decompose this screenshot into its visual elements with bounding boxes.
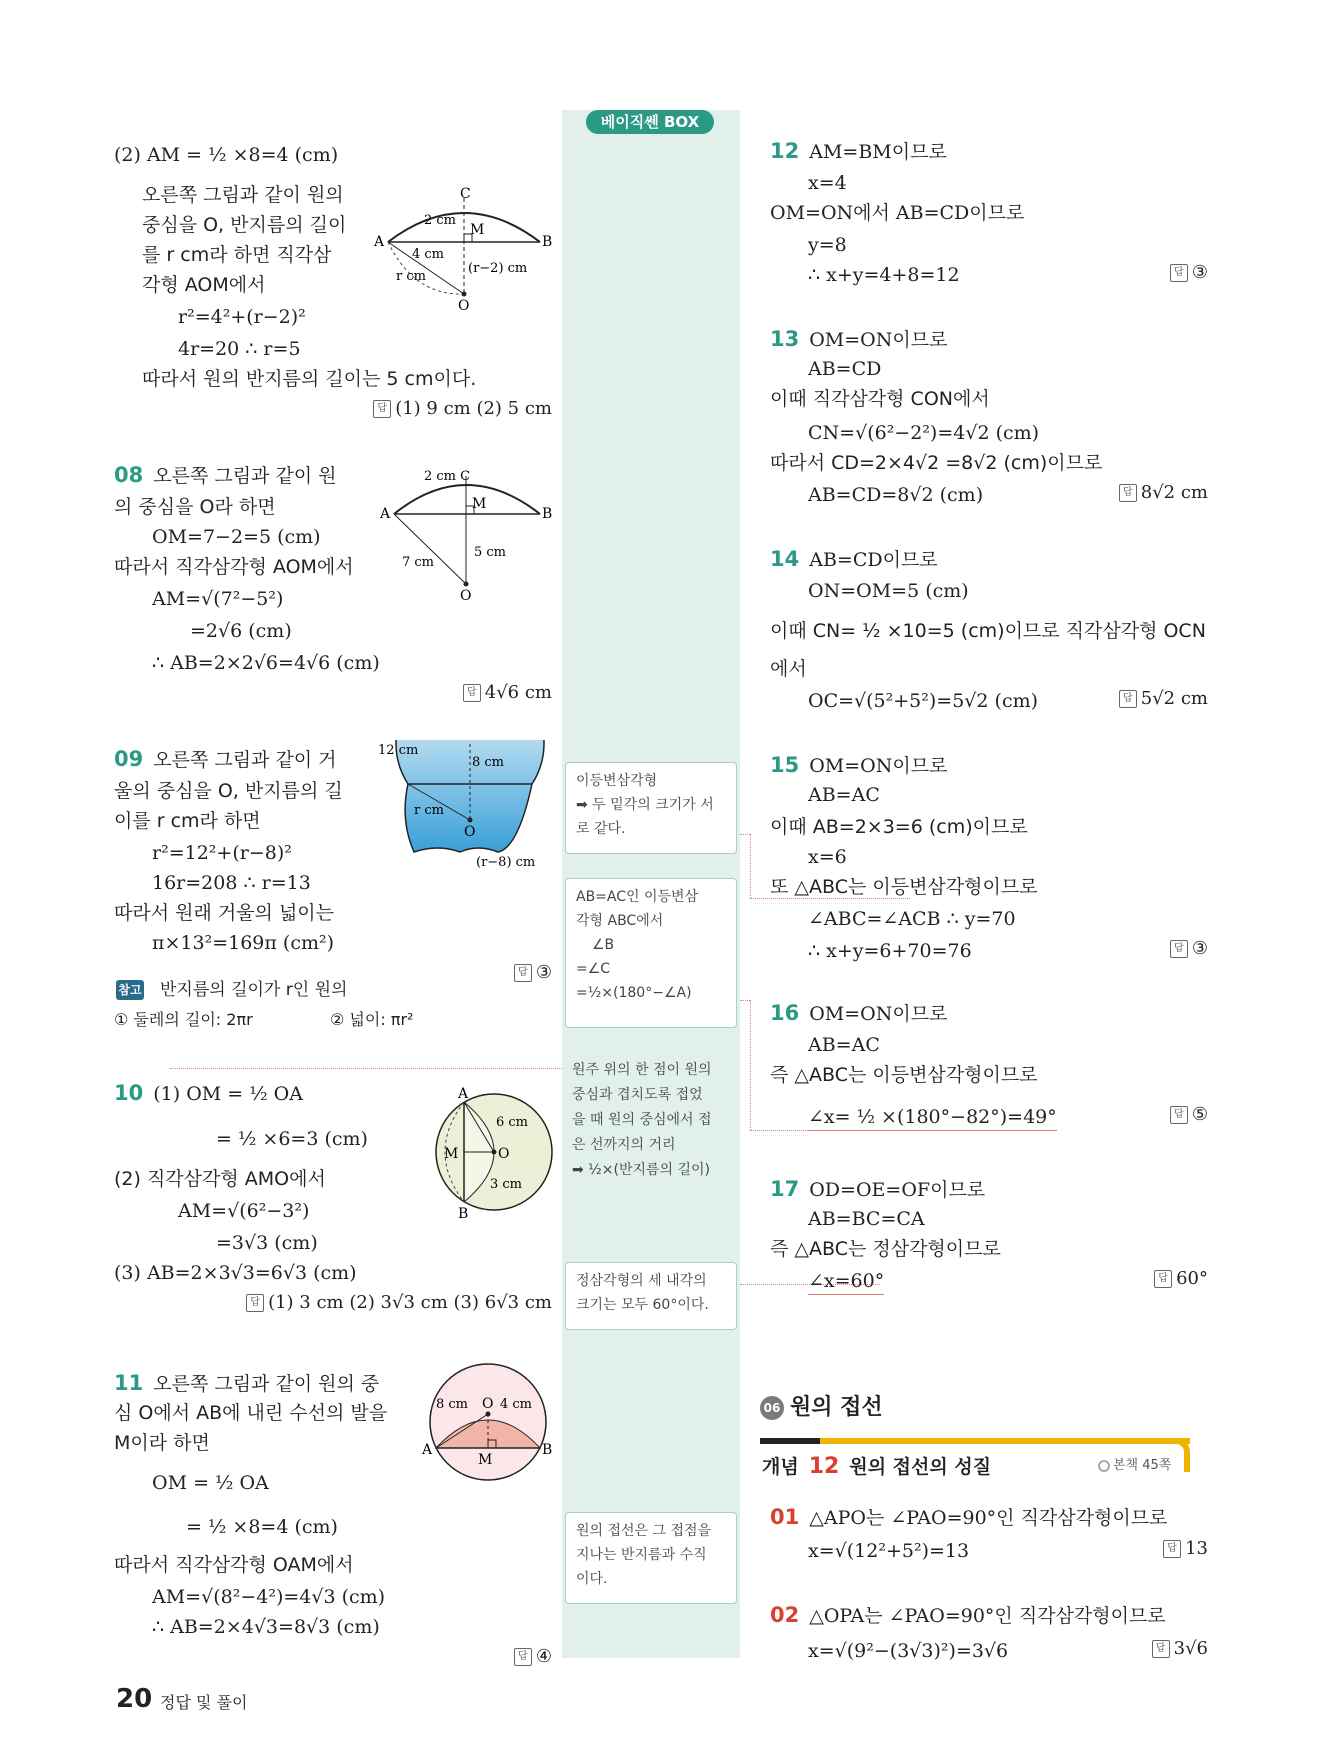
q01-number: 01 <box>770 1505 800 1529</box>
q16-line2: AB=AC <box>808 1034 880 1056</box>
q11-answer-text: ④ <box>535 1646 552 1667</box>
q7-line7: 4r=20 ∴ r=5 <box>178 338 301 360</box>
concept-label: 개념 <box>762 1456 799 1478</box>
q17-line1 <box>770 1176 985 1203</box>
q12-line1 <box>770 138 947 165</box>
q11-line8: ∴ AB=2×4√3=8√3 (cm) <box>152 1616 380 1638</box>
q15-line2: AB=AC <box>808 784 880 806</box>
box-note-line: =½×(180°−∠A) <box>576 985 692 1001</box>
box-note-line: 크기는 모두 60°이다. <box>576 1297 709 1313</box>
q7-label-O: O <box>458 298 470 314</box>
q8-label-C: 2 cm C <box>424 469 471 484</box>
q16-line3: 즉 △ABC는 이등변삼각형이므로 <box>770 1064 1038 1086</box>
q02-number: 02 <box>770 1603 800 1627</box>
q9-line7: π×13²=169π (cm²) <box>152 932 335 954</box>
q12-text: AM=BM이므로 <box>809 141 947 163</box>
q12-line4: y=8 <box>808 234 847 256</box>
answer-mark-icon: 답 <box>514 1648 532 1666</box>
q02-line2: x=√(9²−(3√3)²)=3√6 <box>808 1640 1009 1662</box>
q10-line5: =3√3 (cm) <box>216 1232 318 1254</box>
q13-number: 13 <box>770 327 800 351</box>
q7-line2: 오른쪽 그림과 같이 원의 <box>142 184 344 206</box>
q11-label-O: O <box>482 1396 494 1412</box>
q15-text: OM=ON이므로 <box>809 755 948 777</box>
q11-label-A: A <box>422 1442 433 1458</box>
q11-line4: OM = ½ OA <box>152 1472 269 1494</box>
q10-dim-6cm: 6 cm <box>496 1115 529 1130</box>
q9-dim-r8: (r−8) cm <box>476 855 536 870</box>
q7-line3: 중심을 O, 반지름의 길이 <box>142 214 347 236</box>
q11-line7: AM=√(8²−4²)=4√3 (cm) <box>152 1586 386 1608</box>
q15-line3: 이때 AB=2×3=6 (cm)이므로 <box>770 816 1028 838</box>
answer-mark-icon: 답 <box>1163 1540 1181 1558</box>
q8-dim-7cm: 7 cm <box>402 555 435 570</box>
q8-line7: ∴ AB=2×2√6=4√6 (cm) <box>152 652 380 674</box>
q12-answer <box>1060 262 1208 283</box>
q01-line1 <box>770 1504 1167 1531</box>
q8-line4: 따라서 직각삼각형 AOM에서 <box>114 556 354 578</box>
q17-text: OD=OE=OF이므로 <box>809 1179 986 1201</box>
q9-dim-r: r cm <box>414 803 444 818</box>
q14-text: AB=CD이므로 <box>809 549 938 571</box>
q14-line5: OC=√(5²+5²)=5√2 (cm) <box>808 690 1039 712</box>
connector-line <box>750 834 751 898</box>
concept-number: 12 <box>808 1454 840 1479</box>
connector-line <box>740 834 750 835</box>
box-note-line: AB=AC인 이등변삼 <box>576 889 699 905</box>
q14-number: 14 <box>770 547 800 571</box>
concept-bar-dark <box>760 1438 820 1444</box>
reference-line2: ② 넓이: πr² <box>330 1010 414 1029</box>
reference-title: 반지름의 길이가 r인 원의 <box>160 980 348 1000</box>
box-note-title: 이등변삼각형 <box>576 773 658 789</box>
box-note-line: 각형 ABC에서 <box>576 913 664 929</box>
q16-number: 16 <box>770 1001 800 1025</box>
box-note-line: 원주 위의 한 점이 원의 <box>572 1062 712 1078</box>
q11-line1 <box>114 1370 379 1397</box>
q17-answer <box>1060 1268 1208 1289</box>
q15-line4: x=6 <box>808 846 847 868</box>
q14-line3: 이때 CN= ½ ×10=5 (cm)이므로 직각삼각형 OCN <box>770 620 1206 642</box>
box-note-line: =∠C <box>576 961 611 977</box>
q7-dim-2cm: 2 cm <box>424 213 457 228</box>
concept-title: 원의 접선의 성질 <box>849 1456 992 1478</box>
q16-text: OM=ON이므로 <box>809 1003 948 1025</box>
q9-line6: 따라서 원래 거울의 넓이는 <box>114 902 335 924</box>
q10-figure <box>428 1086 558 1222</box>
q9-line5: 16r=208 ∴ r=13 <box>152 872 311 894</box>
q10-answer-text: (1) 3 cm (2) 3√3 cm (3) 6√3 cm <box>268 1292 552 1313</box>
box-note-line: 중심과 겹치도록 접었 <box>572 1087 703 1103</box>
section-badge: 06 <box>760 1396 784 1420</box>
q7-label-B: B <box>542 234 553 250</box>
answer-mark-icon: 답 <box>1154 1270 1172 1288</box>
box-note-line: 지나는 반지름과 수직 <box>576 1547 707 1563</box>
q15-line7: ∴ x+y=6+70=76 <box>808 940 972 962</box>
footer-label: 정답 및 풀이 <box>160 1693 248 1712</box>
box-note-isosceles-angles <box>565 878 737 1028</box>
q11-label-B: B <box>542 1442 553 1458</box>
concept-bar <box>760 1438 1190 1444</box>
q14-answer-text: 5√2 cm <box>1140 688 1208 709</box>
box-note-line: 을 때 원의 중심에서 접 <box>572 1112 712 1128</box>
q11-answer <box>370 1646 552 1667</box>
q01-answer <box>1060 1538 1208 1559</box>
answer-mark-icon: 답 <box>1152 1640 1170 1658</box>
box-note-line: 정삼각형의 세 내각의 <box>576 1273 707 1289</box>
q7-label-M: M <box>470 222 485 238</box>
answer-mark-icon: 답 <box>463 684 481 702</box>
q7-label-A: A <box>374 234 385 250</box>
reference-line1: ① 둘레의 길이: 2πr <box>114 1010 253 1029</box>
q10-label-M: M <box>444 1146 459 1162</box>
reference-circle-icon <box>1098 1460 1110 1472</box>
q8-label-B: B <box>542 506 553 522</box>
q11-text: 오른쪽 그림과 같이 원의 중 <box>153 1373 380 1395</box>
q13-line2: AB=CD <box>808 358 882 380</box>
answer-mark-icon: 답 <box>246 1294 264 1312</box>
q11-dim-4cm: 4 cm <box>500 1397 533 1412</box>
q7-dim-r2: (r−2) cm <box>468 261 528 276</box>
q02-text: △OPA는 ∠PAO=90°인 직각삼각형이므로 <box>809 1605 1166 1627</box>
q02-answer-text: 3√6 <box>1173 1638 1208 1659</box>
basic-box-title: 베이직쎈 BOX <box>586 110 714 134</box>
q02-line1 <box>770 1602 1166 1629</box>
box-note-isosceles <box>565 762 737 854</box>
q7-line4: 를 r cm라 하면 직각삼 <box>142 244 332 266</box>
q15-line6: ∠ABC=∠ACB ∴ y=70 <box>808 908 1016 930</box>
q17-answer-text: 60° <box>1176 1268 1208 1289</box>
box-note-equilateral <box>565 1262 737 1330</box>
q14-line1 <box>770 546 938 573</box>
connector-line <box>740 1000 750 1001</box>
answer-mark-icon: 답 <box>1119 484 1137 502</box>
q14-line4: 에서 <box>770 658 807 680</box>
q10-line4: AM=√(6²−3²) <box>178 1200 310 1222</box>
q9-dim-8cm: 8 cm <box>472 755 505 770</box>
box-note-line: 원의 접선은 그 접점을 <box>576 1523 712 1539</box>
q01-text: △APO는 ∠PAO=90°인 직각삼각형이므로 <box>809 1507 1168 1529</box>
q13-line4: CN=√(6²−2²)=4√2 (cm) <box>808 422 1040 444</box>
q10-line1 <box>114 1080 303 1107</box>
q10-number: 10 <box>114 1081 144 1105</box>
q13-answer-text: 8√2 cm <box>1140 482 1208 503</box>
q9-line3: 이를 r cm라 하면 <box>114 810 261 832</box>
q8-answer-text: 4√6 cm <box>484 682 552 703</box>
q11-figure <box>422 1362 562 1482</box>
q9-dim-12cm: 12 cm <box>378 743 419 758</box>
q7-answer-text: (1) 9 cm (2) 5 cm <box>395 398 552 419</box>
q8-text: 오른쪽 그림과 같이 원 <box>153 465 337 487</box>
q13-line3: 이때 직각삼각형 CON에서 <box>770 388 990 410</box>
q8-line2: 의 중심을 O라 하면 <box>114 496 276 518</box>
q12-line2: x=4 <box>808 172 847 194</box>
q13-text: OM=ON이므로 <box>809 329 948 351</box>
q7-line1: (2) AM = ½ ×8=4 (cm) <box>114 144 339 166</box>
q7-dim-r: r cm <box>396 269 426 284</box>
q15-line5: 또 △ABC는 이등변삼각형이므로 <box>770 876 1038 898</box>
reference-chip: 참고 <box>116 980 144 1000</box>
q9-answer <box>370 962 552 983</box>
q12-line5: ∴ x+y=4+8=12 <box>808 264 960 286</box>
q11-number: 11 <box>114 1371 144 1395</box>
q16-answer <box>1060 1104 1208 1125</box>
q12-number: 12 <box>770 139 800 163</box>
q8-figure <box>380 464 560 604</box>
q17-line3: 즉 △ABC는 정삼각형이므로 <box>770 1238 1001 1260</box>
q8-label-O: O <box>460 588 472 604</box>
section-heading <box>760 1390 883 1421</box>
box-note-line: ∠B <box>592 937 615 953</box>
page-number: 20 <box>116 1684 153 1714</box>
q9-number: 09 <box>114 747 144 771</box>
q10-label-O: O <box>498 1146 510 1162</box>
q11-label-M: M <box>478 1452 493 1468</box>
q12-line3: OM=ON에서 AB=CD이므로 <box>770 202 1025 224</box>
box-note-tangent <box>565 1512 737 1604</box>
q10-dim-3cm: 3 cm <box>490 1177 523 1192</box>
q7-figure <box>374 186 558 314</box>
box-note-line: 은 선까지의 거리 <box>572 1137 676 1153</box>
q10-line6: (3) AB=2×3√3=6√3 (cm) <box>114 1262 357 1284</box>
q02-answer <box>1060 1638 1208 1659</box>
q9-text: 오른쪽 그림과 같이 거 <box>153 749 337 771</box>
box-note-line: ➡ ½×(반지름의 길이) <box>572 1162 710 1178</box>
q7-label-C: C <box>460 186 471 202</box>
q10-label-B: B <box>458 1206 469 1222</box>
box-note-fold <box>572 1058 734 1183</box>
q17-line2: AB=BC=CA <box>808 1208 925 1230</box>
q16-line1 <box>770 1000 947 1027</box>
q11-dim-8cm: 8 cm <box>436 1397 469 1412</box>
q8-answer <box>370 682 552 703</box>
q9-line2: 울의 중심을 O, 반지름의 길 <box>114 780 343 802</box>
q8-line5: AM=√(7²−5²) <box>152 588 284 610</box>
q14-answer <box>1040 688 1208 709</box>
q8-line3: OM=7−2=5 (cm) <box>152 526 321 548</box>
concept-heading <box>762 1452 991 1479</box>
answer-mark-icon: 답 <box>373 400 391 418</box>
q15-line1 <box>770 752 947 779</box>
q9-line1 <box>114 746 337 773</box>
q7-line6: r²=4²+(r−2)² <box>178 306 306 328</box>
concept-reference-text: 본책 45쪽 <box>1113 1458 1172 1473</box>
answer-mark-icon: 답 <box>1170 264 1188 282</box>
q14-line2: ON=OM=5 (cm) <box>808 580 969 602</box>
answer-mark-icon: 답 <box>1170 940 1188 958</box>
q17-line4: ∠x=60° <box>808 1268 884 1295</box>
q10-line3: (2) 직각삼각형 AMO에서 <box>114 1168 326 1190</box>
q7-answer <box>370 398 552 419</box>
concept-reference <box>1098 1454 1171 1473</box>
q11-line3: M이라 하면 <box>114 1432 210 1454</box>
box-note-text: ➡ 두 밑각의 크기가 서로 같다. <box>576 797 714 837</box>
answer-mark-icon: 답 <box>1119 690 1137 708</box>
box-note-line: 이다. <box>576 1571 608 1587</box>
q9-line4: r²=12²+(r−8)² <box>152 842 292 864</box>
q8-line6: =2√6 (cm) <box>190 620 292 642</box>
q15-answer <box>1060 938 1208 959</box>
q13-line1 <box>770 326 947 353</box>
q7-line5: 각형 AOM에서 <box>142 274 266 296</box>
q11-line6: 따라서 직각삼각형 OAM에서 <box>114 1554 354 1576</box>
q8-label-A: A <box>380 506 391 522</box>
q10-line2: = ½ ×6=3 (cm) <box>216 1128 368 1150</box>
q10-label-A: A <box>458 1086 469 1102</box>
q15-answer-text: ③ <box>1191 938 1208 959</box>
q16-answer-text: ⑤ <box>1191 1104 1208 1125</box>
q9-mirror-figure <box>378 740 562 870</box>
q9-label-O: O <box>464 824 476 840</box>
section-title: 원의 접선 <box>790 1395 883 1420</box>
connector-line <box>750 1000 751 1130</box>
q01-answer-text: 13 <box>1185 1538 1208 1559</box>
q10-text: (1) OM = ½ OA <box>153 1083 303 1105</box>
q7-dim-4cm: 4 cm <box>412 247 445 262</box>
q7-line8: 따라서 원의 반지름의 길이는 5 cm이다. <box>142 368 477 390</box>
q8-label-M: M <box>472 496 487 512</box>
q8-dim-5cm: 5 cm <box>474 545 507 560</box>
connector-line <box>170 1068 562 1069</box>
q8-number: 08 <box>114 463 144 487</box>
q01-line2: x=√(12²+5²)=13 <box>808 1540 970 1562</box>
q16-line4: ∠x= ½ ×(180°−82°)=49° <box>808 1104 1057 1131</box>
q9-answer-text: ③ <box>535 962 552 983</box>
q15-number: 15 <box>770 753 800 777</box>
q13-line5: 따라서 CD=2×4√2 =8√2 (cm)이므로 <box>770 452 1103 474</box>
answer-mark-icon: 답 <box>1170 1106 1188 1124</box>
q17-number: 17 <box>770 1177 800 1201</box>
q13-line6: AB=CD=8√2 (cm) <box>808 484 984 506</box>
q10-answer <box>236 1292 552 1313</box>
answer-mark-icon: 답 <box>514 964 532 982</box>
q8-line1 <box>114 462 337 489</box>
q13-answer <box>1040 482 1208 503</box>
q11-line5: = ½ ×8=4 (cm) <box>186 1516 338 1538</box>
q12-answer-text: ③ <box>1191 262 1208 283</box>
q11-line2: 심 O에서 AB에 내린 수선의 발을 <box>114 1402 388 1424</box>
